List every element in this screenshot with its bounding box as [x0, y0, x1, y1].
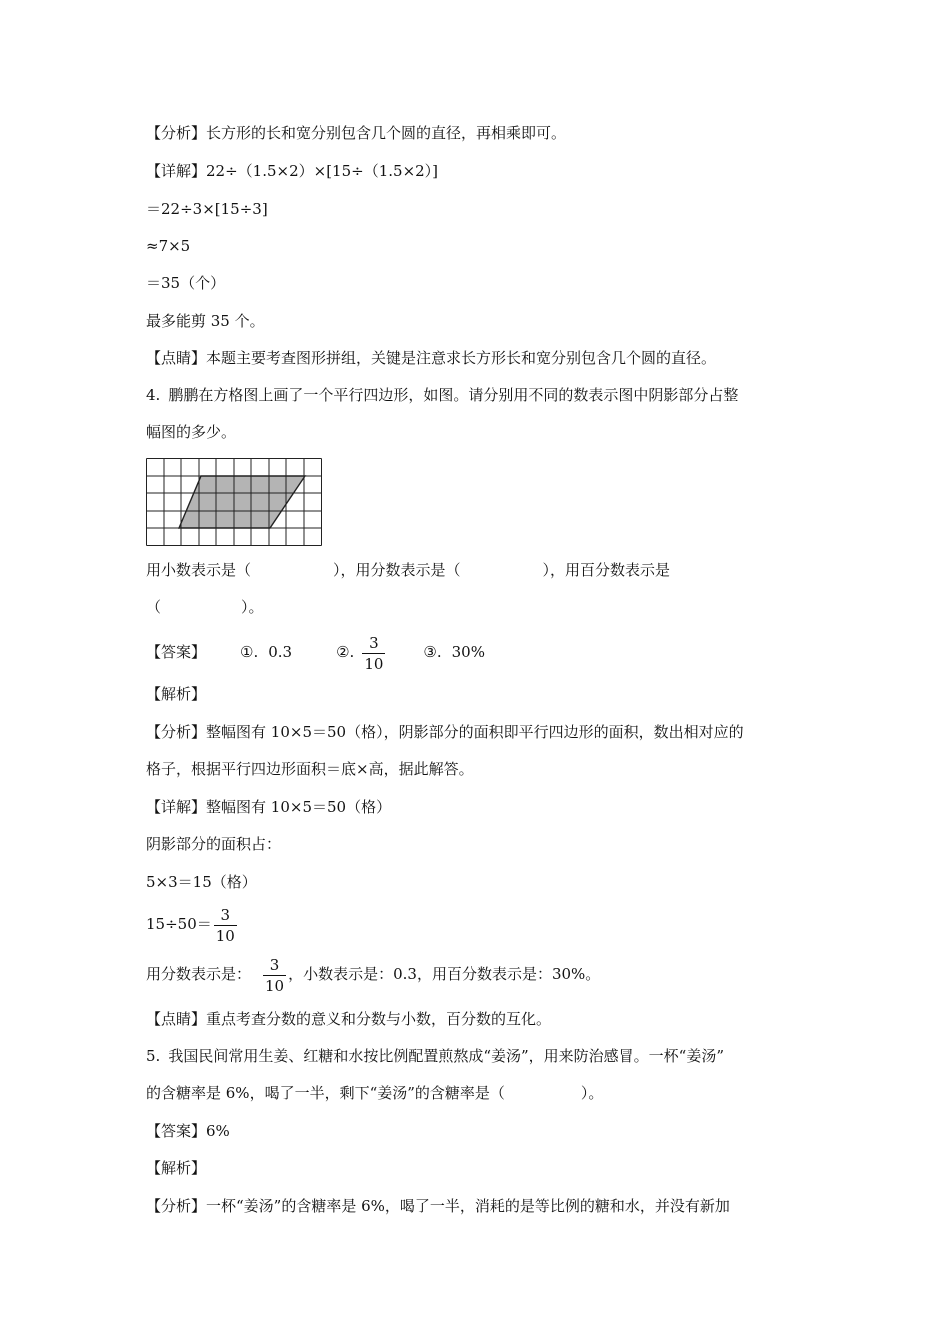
- analysis-tag: 【分析】: [146, 723, 207, 741]
- result-prefix: 用分数表示是：: [146, 965, 252, 983]
- fill-paren-open: （: [146, 598, 162, 616]
- jiexi-tag: 【解析】: [146, 1159, 207, 1177]
- calc2-text: 15÷50＝: [146, 915, 212, 933]
- q4-stem-text1: 鹏鹏在方格图上画了一个平行四边形，如图。请分别用不同的数表示图中阴影部分占整: [168, 386, 739, 404]
- q4-detail-text: 整幅图有 10×5＝50（格）: [206, 798, 392, 816]
- ans3-value: 30%: [451, 643, 485, 661]
- q4-answer: [146, 630, 485, 674]
- q5-stem-text2: 的含糖率是 6%，喝了一半，剩下“姜汤”的含糖率是（: [146, 1084, 505, 1102]
- q4-stem-line1: [146, 385, 738, 405]
- q5-stem-text1: 我国民间常用生姜、红糖和水按比例配置煎熬成“姜汤”，用来防治感冒。一杯“姜汤”: [168, 1047, 724, 1065]
- fill-paren-close: ）。: [241, 598, 264, 616]
- ans1-label: ①.: [240, 643, 259, 661]
- q5-answer: [146, 1121, 230, 1141]
- q3-step1: ＝22÷3×[15÷3]: [146, 200, 268, 218]
- q5-paren-close: ）。: [580, 1084, 604, 1102]
- analysis-tag: 【分析】: [146, 1197, 207, 1215]
- q3-comment: [146, 348, 716, 368]
- q3-step3: ＝35（个）: [146, 274, 226, 292]
- q4-calc2: [146, 902, 239, 946]
- fill-percent-label: ），用百分数表示是: [542, 561, 671, 579]
- parallelogram-grid-figure: [146, 458, 322, 546]
- ans1-value: 0.3: [268, 643, 293, 661]
- fill-fraction-label: ），用分数表示是（: [333, 561, 461, 579]
- q4-jiexi: [146, 684, 206, 704]
- q4-result: [146, 952, 600, 996]
- q4-fill-line1: [146, 560, 670, 580]
- q4-comment-text: 重点考查分数的意义和分数与小数，百分数的互化。: [206, 1010, 552, 1028]
- answer-tag: 【答案】: [146, 643, 207, 661]
- q4-detail: [146, 797, 391, 817]
- q3-detail-text: 22÷（1.5×2）×[15÷（1.5×2）]: [206, 162, 439, 180]
- ans3-label: ③.: [423, 643, 442, 661]
- q4-shade-label: 阴影部分的面积占：: [146, 835, 282, 853]
- q5-jiexi: [146, 1158, 206, 1178]
- q4-analysis-line1: [146, 722, 744, 742]
- ans2-label: ②.: [336, 643, 355, 661]
- q3-analysis-text: 长方形的长和宽分别包含几个圆的直径，再相乘即可。: [206, 124, 567, 142]
- jiexi-tag: 【解析】: [146, 685, 207, 703]
- detail-tag: 【详解】: [146, 162, 207, 180]
- q5-number: 5.: [146, 1047, 161, 1065]
- q5-analysis-text: 一杯“姜汤”的含糖率是 6%，喝了一半，消耗的是等比例的糖和水，并没有新加: [206, 1197, 730, 1215]
- q4-number: 4.: [146, 386, 161, 404]
- comment-tag: 【点睛】: [146, 349, 207, 367]
- fill-decimal-label: 用小数表示是（: [146, 561, 252, 579]
- q5-stem-line2: [146, 1083, 603, 1103]
- q4-fill-line2: [146, 597, 264, 617]
- q4-calc1: 5×3＝15（格）: [146, 873, 257, 891]
- q5-analysis: [146, 1196, 730, 1216]
- q5-answer-value: 6%: [206, 1122, 230, 1140]
- q4-analysis-line2: 格子，根据平行四边形面积＝底×高，据此解答。: [146, 760, 474, 778]
- q3-detail: [146, 161, 438, 181]
- q3-step2: ≈7×5: [146, 237, 191, 255]
- result-suffix: ，小数表示是：0.3，用百分数表示是：30%。: [288, 965, 601, 983]
- q3-analysis: [146, 123, 566, 143]
- answer-tag: 【答案】: [146, 1122, 207, 1140]
- q3-comment-text: 本题主要考查图形拼组，关键是注意求长方形长和宽分别包含几个圆的直径。: [206, 349, 717, 367]
- ans2-fraction: $\frac{3}{10}$: [364, 633, 384, 673]
- q4-comment: [146, 1009, 551, 1029]
- result-fraction: $\frac{3}{10}$: [265, 955, 285, 995]
- q4-analysis-text1: 整幅图有 10×5＝50（格），阴影部分的面积即平行四边形的面积，数出相对应的: [206, 723, 744, 741]
- grid-lines: [147, 459, 322, 546]
- q5-stem-line1: [146, 1046, 724, 1066]
- analysis-tag: 【分析】: [146, 124, 207, 142]
- detail-tag: 【详解】: [146, 798, 207, 816]
- q3-conclusion: 最多能剪 35 个。: [146, 312, 265, 330]
- q4-stem-line2: 幅图的多少。: [146, 423, 237, 441]
- calc2-fraction: $\frac{3}{10}$: [215, 905, 235, 945]
- comment-tag: 【点睛】: [146, 1010, 207, 1028]
